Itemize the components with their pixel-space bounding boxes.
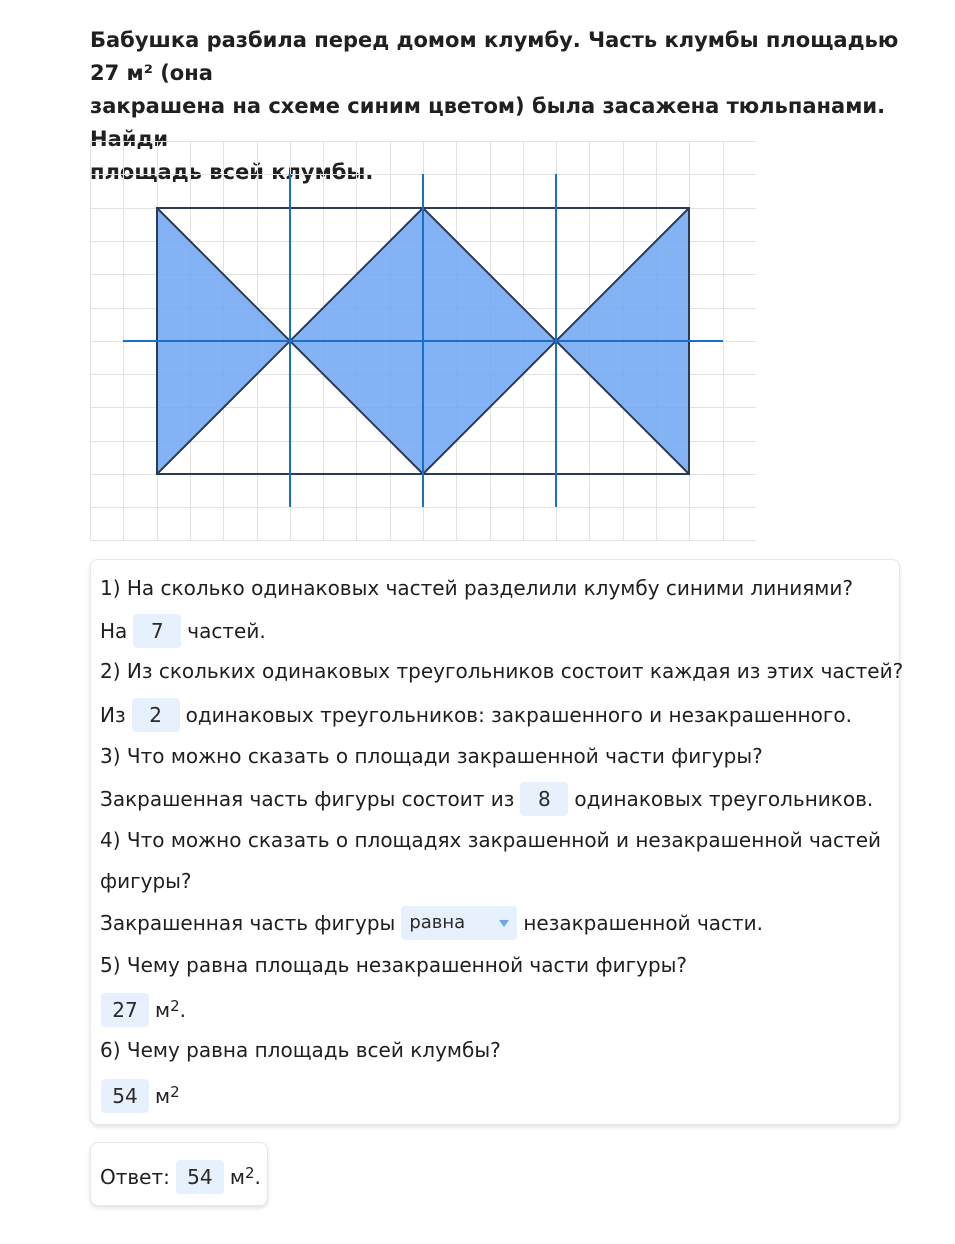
- answer-4-suffix: незакрашенной части.: [523, 911, 764, 935]
- flowerbed-svg: [90, 141, 756, 541]
- answer-3-prefix: Закрашенная часть фигуры состоит из: [100, 787, 515, 811]
- question-4-line-1: 4) Что можно сказать о площадях закрашенной и незакрашенной частей: [100, 828, 882, 852]
- final-answer-end: .: [254, 1165, 261, 1189]
- answer-1-input[interactable]: 7: [133, 614, 181, 648]
- comparison-dropdown-value: равна: [409, 912, 466, 933]
- answer-1-prefix: На: [100, 619, 128, 643]
- answer-2-suffix: одинаковых треугольников: закрашенного и незакрашенного.: [185, 703, 852, 727]
- answer-3-input[interactable]: 8: [520, 782, 568, 816]
- answer-5-unit-power: 2: [170, 997, 180, 1015]
- answer-5-row: [100, 993, 186, 1027]
- question-2: 2) Из скольких одинаковых треугольников состоит каждая из этих частей?: [100, 659, 904, 683]
- answer-2-input[interactable]: 2: [132, 698, 180, 732]
- answer-5-unit: м: [155, 998, 171, 1022]
- answer-1-row: [100, 614, 266, 648]
- answer-4-prefix: Закрашенная часть фигуры: [100, 911, 396, 935]
- question-3: 3) Что можно сказать о площади закрашенной части фигуры?: [100, 744, 763, 768]
- final-answer-unit: м: [229, 1165, 245, 1189]
- question-4-line-2: фигуры?: [100, 869, 192, 893]
- question-1: 1) На сколько одинаковых частей разделили клумбу синими линиями?: [100, 576, 854, 600]
- problem-line-2: закрашена на схеме синим цветом) была засажена тюльпанами. Найди: [90, 94, 886, 151]
- answer-1-suffix: частей.: [187, 619, 266, 643]
- problem-line-3: площадь всей клумбы.: [90, 160, 374, 184]
- answer-2-row: [100, 698, 852, 732]
- comparison-dropdown[interactable]: [401, 906, 517, 940]
- problem-line-1: Бабушка разбила перед домом клумбу. Часть клумбы площадью 27 м² (она: [90, 28, 899, 85]
- answer-2-prefix: Из: [100, 703, 126, 727]
- answer-3-row: [100, 782, 873, 816]
- final-answer-label: Ответ:: [100, 1165, 170, 1189]
- final-answer-input[interactable]: 54: [176, 1160, 224, 1194]
- flowerbed-diagram: [90, 141, 756, 541]
- answer-6-unit-power: 2: [170, 1083, 180, 1101]
- answer-6-row: [100, 1079, 180, 1113]
- answer-3-suffix: одинаковых треугольников.: [574, 787, 874, 811]
- answer-5-input[interactable]: 27: [101, 993, 149, 1027]
- question-5: 5) Чему равна площадь незакрашенной части фигуры?: [100, 953, 688, 977]
- blue-division-lines: [123, 174, 723, 507]
- answer-6-input[interactable]: 54: [101, 1079, 149, 1113]
- step-by-step-card: [90, 559, 904, 1125]
- answer-5-end: .: [179, 998, 186, 1022]
- chevron-down-icon: [499, 920, 509, 927]
- answer-6-unit: м: [155, 1084, 171, 1108]
- final-answer-unit-power: 2: [244, 1164, 255, 1182]
- final-answer-card: [90, 1142, 268, 1206]
- answer-4-row: [100, 906, 763, 940]
- final-answer-row: [100, 1160, 261, 1194]
- question-6: 6) Чему равна площадь всей клумбы?: [100, 1038, 501, 1062]
